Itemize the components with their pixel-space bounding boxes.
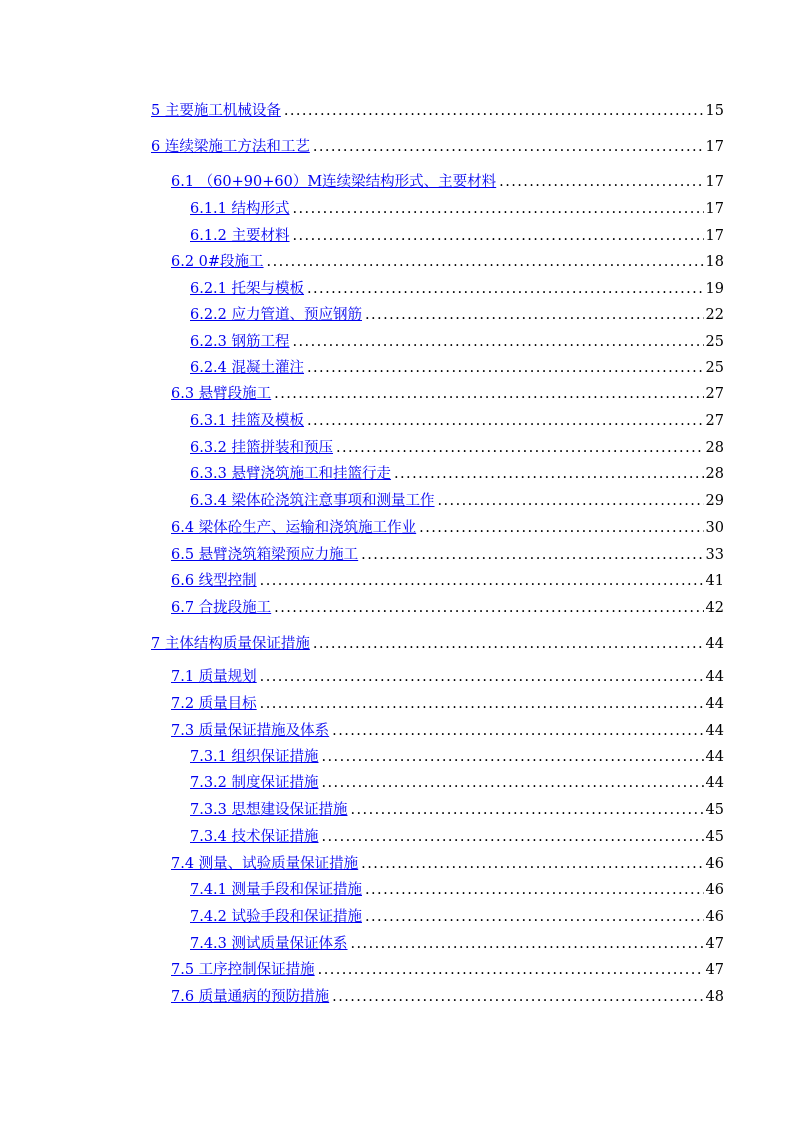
- toc-page-number: 46: [705, 856, 724, 872]
- toc-leader-dots: [365, 906, 704, 928]
- toc-entry[interactable]: [190, 879, 724, 901]
- toc-page-number: 15: [705, 103, 724, 119]
- toc-leader-dots: [394, 463, 704, 485]
- toc-entry-link[interactable]: 7.4 测量、试验质量保证措施: [171, 856, 359, 872]
- toc-leader-dots: [307, 410, 704, 432]
- toc-entry-link[interactable]: 6.2.4 混凝土灌注: [190, 360, 305, 376]
- toc-page-number: 28: [705, 440, 724, 456]
- toc-page-number: 47: [705, 962, 724, 978]
- toc-leader-dots: [307, 278, 704, 300]
- toc-page-number: 44: [705, 749, 724, 765]
- toc-entry-link[interactable]: 7.6 质量通病的预防措施: [171, 989, 330, 1005]
- toc-entry[interactable]: [171, 597, 724, 619]
- toc-entry-link[interactable]: 7.3.4 技术保证措施: [190, 829, 319, 845]
- toc-leader-dots: [322, 746, 704, 768]
- toc-leader-dots: [351, 799, 704, 821]
- toc-page-number: 29: [705, 493, 724, 509]
- toc-entry[interactable]: [151, 100, 724, 122]
- toc-entry-link[interactable]: 7.3.2 制度保证措施: [190, 775, 319, 791]
- toc-leader-dots: [313, 136, 704, 158]
- toc-entry[interactable]: [171, 986, 724, 1008]
- toc-entry[interactable]: [190, 906, 724, 928]
- toc-entry[interactable]: [151, 136, 724, 158]
- toc-entry[interactable]: [171, 544, 724, 566]
- toc-page-number: 22: [705, 307, 724, 323]
- toc-entry[interactable]: [190, 410, 724, 432]
- toc-page-number: 25: [705, 360, 724, 376]
- toc-entry[interactable]: [190, 826, 724, 848]
- toc-entry[interactable]: [190, 772, 724, 794]
- toc-leader-dots: [274, 383, 703, 405]
- toc-entry-link[interactable]: 6.1.1 结构形式: [190, 201, 290, 217]
- toc-leader-dots: [365, 304, 704, 326]
- toc-leader-dots: [351, 933, 704, 955]
- toc-leader-dots: [284, 100, 704, 122]
- toc-entry-link[interactable]: 6.2.3 钢筋工程: [190, 334, 290, 350]
- toc-entry-link[interactable]: 6.3.4 梁体砼浇筑注意事项和测量工作: [190, 493, 435, 509]
- toc-page-number: 41: [705, 573, 724, 589]
- toc-entry-link[interactable]: 6.2.1 托架与模板: [190, 281, 305, 297]
- toc-page-number: 42: [705, 600, 724, 616]
- toc-entry[interactable]: [190, 278, 724, 300]
- toc-page-number: 17: [705, 139, 724, 155]
- toc-page-number: 48: [705, 989, 724, 1005]
- toc-entry-link[interactable]: 6.2.2 应力管道、预应钢筋: [190, 307, 363, 323]
- toc-leader-dots: [336, 437, 704, 459]
- toc-leader-dots: [260, 693, 704, 715]
- toc-entry[interactable]: [171, 959, 724, 981]
- toc-entry[interactable]: [151, 633, 724, 655]
- toc-leader-dots: [293, 198, 704, 220]
- toc-entry[interactable]: [190, 799, 724, 821]
- toc-leader-dots: [332, 720, 703, 742]
- toc-page-number: 17: [705, 228, 724, 244]
- toc-leader-dots: [365, 879, 704, 901]
- toc-entry[interactable]: [171, 517, 724, 539]
- toc-entry[interactable]: [190, 746, 724, 768]
- toc-leader-dots: [438, 490, 704, 512]
- toc-entry-link[interactable]: 6.2 0#段施工: [171, 254, 264, 270]
- toc-entry-link[interactable]: 7.4.2 试验手段和保证措施: [190, 909, 363, 925]
- toc-entry[interactable]: [171, 720, 724, 742]
- toc-page-number: 17: [705, 201, 724, 217]
- toc-entry[interactable]: [190, 463, 724, 485]
- toc-page-number: 47: [705, 936, 724, 952]
- toc-leader-dots: [293, 331, 704, 353]
- toc-entry-link[interactable]: 7.5 工序控制保证措施: [171, 962, 315, 978]
- toc-entry-link[interactable]: 6.3.3 悬臂浇筑施工和挂篮行走: [190, 466, 392, 482]
- toc-page-number: 33: [705, 547, 724, 563]
- toc-leader-dots: [361, 544, 703, 566]
- toc-entry-link[interactable]: 6.1 （60+90+60）M连续梁结构形式、主要材料: [171, 174, 497, 190]
- toc-page-number: 18: [705, 254, 724, 270]
- toc-leader-dots: [260, 666, 704, 688]
- toc-leader-dots: [332, 986, 703, 1008]
- toc-leader-dots: [361, 853, 703, 875]
- toc-entry[interactable]: [190, 933, 724, 955]
- toc-entry-link[interactable]: 7.1 质量规划: [171, 669, 257, 685]
- toc-entry-link[interactable]: 6 连续梁施工方法和工艺: [151, 139, 310, 155]
- toc-entry[interactable]: [171, 171, 724, 193]
- toc-entry-link[interactable]: 7.4.3 测试质量保证体系: [190, 936, 348, 952]
- toc-leader-dots: [267, 251, 704, 273]
- toc-entry[interactable]: [190, 198, 724, 220]
- toc-page-number: 27: [705, 386, 724, 402]
- toc-entry-link[interactable]: 6.3 悬臂段施工: [171, 386, 272, 402]
- toc-entry[interactable]: [190, 437, 724, 459]
- toc-page-number: 17: [705, 174, 724, 190]
- toc-leader-dots: [322, 826, 704, 848]
- toc-leader-dots: [274, 597, 703, 619]
- toc-entry-link[interactable]: 6.3.2 挂篮拼装和预压: [190, 440, 334, 456]
- toc-leader-dots: [260, 570, 704, 592]
- toc-entry[interactable]: [190, 225, 724, 247]
- toc-entry-link[interactable]: 6.3.1 挂篮及模板: [190, 413, 305, 429]
- toc-leader-dots: [293, 225, 704, 247]
- toc-entry[interactable]: [190, 304, 724, 326]
- toc-leader-dots: [313, 633, 704, 655]
- toc-entry-link[interactable]: 6.5 悬臂浇筑箱梁预应力施工: [171, 547, 359, 563]
- toc-entry-link[interactable]: 7.2 质量目标: [171, 696, 257, 712]
- toc-leader-dots: [318, 959, 704, 981]
- toc-page-number: 44: [705, 696, 724, 712]
- toc-entry[interactable]: [171, 853, 724, 875]
- toc-entry[interactable]: [190, 331, 724, 353]
- toc-page-number: 30: [705, 520, 724, 536]
- toc-entry[interactable]: [171, 693, 724, 715]
- toc-entry-link[interactable]: 7.4.1 测量手段和保证措施: [190, 882, 363, 898]
- toc-entry[interactable]: [171, 666, 724, 688]
- toc-entry[interactable]: [190, 357, 724, 379]
- toc-leader-dots: [499, 171, 703, 193]
- toc-entry[interactable]: [171, 251, 724, 273]
- toc-page-number: 44: [705, 723, 724, 739]
- toc-entry[interactable]: [190, 490, 724, 512]
- toc-entry-link[interactable]: 6.6 线型控制: [171, 573, 257, 589]
- toc-page-number: 46: [705, 909, 724, 925]
- toc-leader-dots: [419, 517, 703, 539]
- toc-entry-link[interactable]: 7.3.3 思想建设保证措施: [190, 802, 348, 818]
- toc-page-number: 44: [705, 775, 724, 791]
- toc-entry-link[interactable]: 5 主要施工机械设备: [151, 103, 281, 119]
- toc-entry-link[interactable]: 6.4 梁体砼生产、运输和浇筑施工作业: [171, 520, 417, 536]
- toc-page-number: 25: [705, 334, 724, 350]
- toc-entry-link[interactable]: 7 主体结构质量保证措施: [151, 636, 310, 652]
- toc-leader-dots: [307, 357, 704, 379]
- toc-page-number: 44: [705, 636, 724, 652]
- toc-page-number: 45: [705, 802, 724, 818]
- toc-leader-dots: [322, 772, 704, 794]
- toc-page-number: 27: [705, 413, 724, 429]
- toc-entry-link[interactable]: 6.7 合拢段施工: [171, 600, 272, 616]
- toc-entry-link[interactable]: 6.1.2 主要材料: [190, 228, 290, 244]
- toc-entry[interactable]: [171, 383, 724, 405]
- toc-page-number: 45: [705, 829, 724, 845]
- toc-page-number: 28: [705, 466, 724, 482]
- toc-entry-link[interactable]: 7.3.1 组织保证措施: [190, 749, 319, 765]
- toc-page-number: 44: [705, 669, 724, 685]
- toc-entry[interactable]: [171, 570, 724, 592]
- toc-page-number: 19: [705, 281, 724, 297]
- toc-page-number: 46: [705, 882, 724, 898]
- toc-entry-link[interactable]: 7.3 质量保证措施及体系: [171, 723, 330, 739]
